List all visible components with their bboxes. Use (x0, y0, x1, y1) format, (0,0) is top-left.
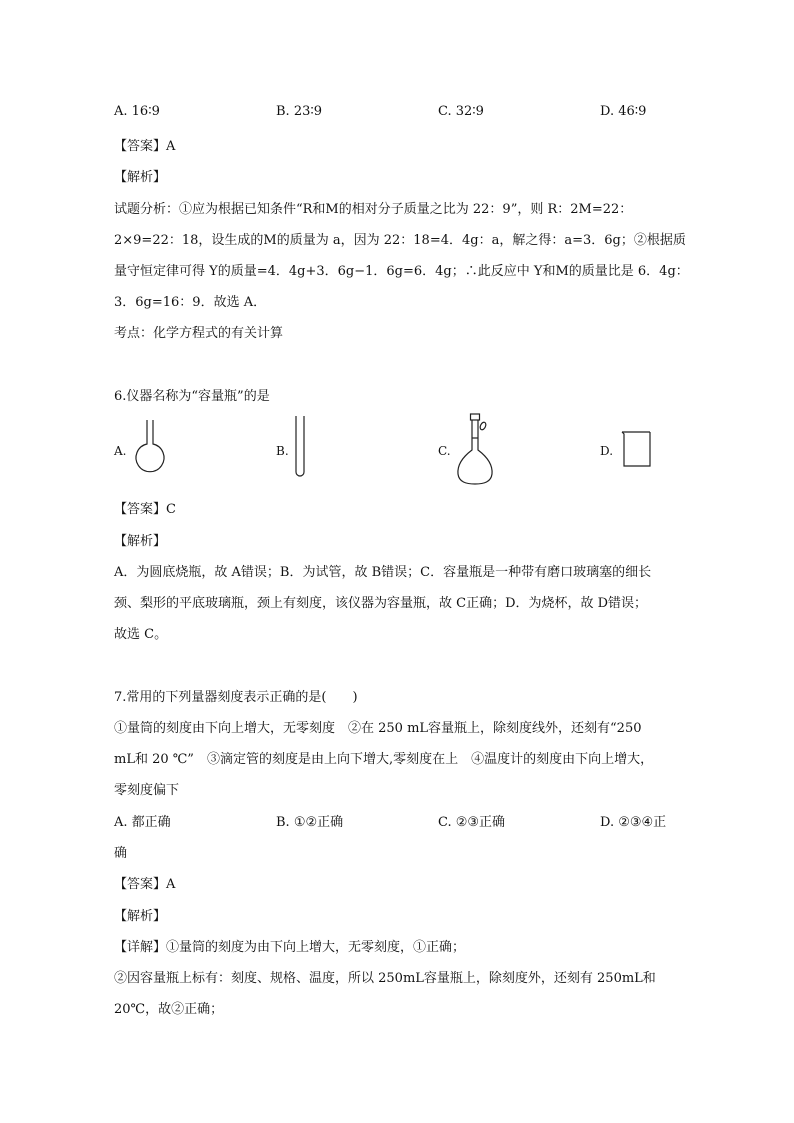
q5-analysis-line-4: 3．6g=16：9．故选 A． (114, 295, 267, 310)
q7-statement-line-1: ①量筒的刻度由下向上增大，无零刻度 ②在 250 mL容量瓶上，除刻度线外，还刻有“250 (114, 721, 642, 736)
q5-analysis-line-3: 量守恒定律可得 Y的质量=4．4g+3．6g−1．6g=6．4g；∴此反应中 Y和M的质量比是 6．4g： (114, 264, 689, 279)
q5-option-b: B. 23∶9 (276, 104, 323, 119)
q7-option-a: A. 都正确 (114, 815, 171, 830)
q6-answer: 【答案】C (114, 502, 176, 517)
q6-analysis-tag: 【解析】 (114, 534, 167, 549)
q7-stem: 7.常用的下列量器刻度表示正确的是( ) (114, 690, 358, 705)
q6-analysis-line-3: 故选 C。 (114, 627, 168, 642)
q6-option-a-label: A. (114, 444, 127, 458)
test-tube-icon (292, 414, 308, 480)
q5-option-d: D. 46∶9 (600, 104, 647, 119)
q6-option-b-label: B. (276, 444, 289, 458)
q5-option-c: C. 32∶9 (438, 104, 484, 119)
q7-option-c: C. ②③正确 (438, 815, 506, 830)
q7-option-d: D. ②③④正 (600, 815, 667, 830)
q7-analysis-tag: 【解析】 (114, 909, 167, 924)
q5-option-a: A. 16∶9 (114, 104, 160, 119)
q5-answer: 【答案】A (114, 139, 176, 154)
q5-analysis-tag: 【解析】 (114, 170, 167, 185)
q6-option-d-label: D. (600, 444, 614, 458)
q5-analysis-line-2: 2×9=22：18，设生成的M的质量为 a，因为 22：18=4．4g：a，解之得：a=3．6g；②根据质 (114, 233, 686, 248)
beaker-icon (618, 428, 656, 470)
q6-stem: 6.仪器名称为“容量瓶”的是 (114, 389, 270, 404)
q5-exam-point: 考点：化学方程式的有关计算 (114, 326, 284, 341)
q7-answer: 【答案】A (114, 877, 176, 892)
round-bottom-flask-icon (130, 418, 170, 478)
q7-option-d-wrap: 确 (114, 846, 128, 861)
q7-detail-line-2: ②因容量瓶上标有：刻度、规格、温度，所以 250mL容量瓶上，除刻度外，还刻有 250mL和 (114, 971, 656, 986)
q7-option-b: B. ①②正确 (276, 815, 344, 830)
volumetric-flask-icon (454, 412, 496, 488)
q6-option-c-label: C. (438, 444, 451, 458)
q7-statement-line-2: mL和 20 ℃” ③滴定管的刻度是由上向下增大,零刻度在上 ④温度计的刻度由下向上增大， (114, 752, 654, 767)
q7-detail-line-1: 【详解】①量筒的刻度为由下向上增大，无零刻度，①正确； (114, 940, 466, 955)
q5-analysis-line-1: 试题分析：①应为根据已知条件“R和M的相对分子质量之比为 22：9”，则 R：2M=22： (114, 202, 633, 217)
q6-analysis-line-2: 颈、梨形的平底玻璃瓶，颈上有刻度，该仪器为容量瓶，故 C正确；D．为烧杯，故 D错误； (114, 596, 648, 611)
q7-statement-line-3: 零刻度偏下 (114, 783, 180, 798)
q6-analysis-line-1: A．为圆底烧瓶，故 A错误；B．为试管，故 B错误；C．容量瓶是一种带有磨口玻璃塞的细长 (114, 565, 652, 580)
q7-detail-line-3: 20℃，故②正确； (114, 1002, 224, 1017)
